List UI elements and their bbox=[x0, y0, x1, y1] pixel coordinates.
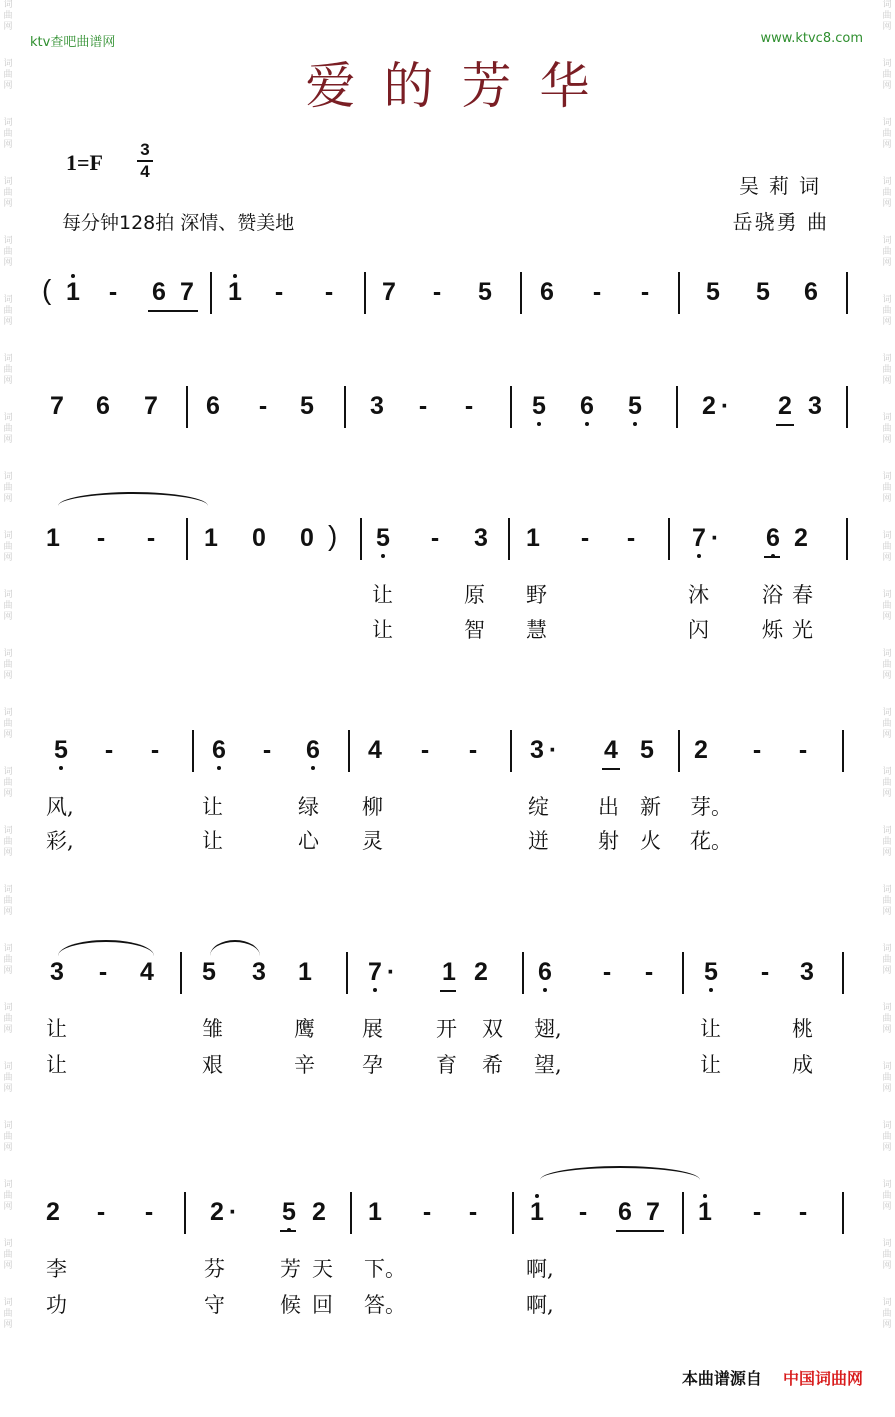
lyric: 让 bbox=[372, 583, 393, 607]
lyric: 迸 bbox=[528, 829, 549, 853]
watermark-glyph-group: 词 曲 网 bbox=[3, 413, 13, 445]
note: - bbox=[144, 1198, 154, 1226]
note: 3 bbox=[800, 958, 814, 986]
lyric: 让 bbox=[202, 829, 223, 853]
lyric: 烁 bbox=[762, 618, 783, 642]
note: - bbox=[798, 1198, 808, 1226]
note: 1 bbox=[204, 524, 218, 552]
note: - bbox=[580, 524, 590, 552]
lyric: 沐 bbox=[688, 583, 709, 607]
lyric: 慧 bbox=[526, 618, 547, 642]
lyric: 野 bbox=[526, 583, 547, 607]
watermark-glyph-group: 词 曲 网 bbox=[3, 295, 13, 327]
lyric: 功 bbox=[46, 1293, 67, 1317]
note: - bbox=[602, 958, 612, 986]
lyric: 希 bbox=[482, 1053, 503, 1077]
note: 5 bbox=[300, 392, 314, 420]
lyric: 芽。 bbox=[690, 795, 732, 819]
lyric: 火 bbox=[640, 829, 661, 853]
lyric: 风, bbox=[46, 795, 74, 819]
note: 6 bbox=[152, 278, 166, 306]
note: 7 bbox=[382, 278, 396, 306]
lyric: 光 bbox=[792, 618, 813, 642]
watermark-glyph-group: 词 曲 网 bbox=[882, 944, 892, 976]
lyric: 原 bbox=[464, 583, 485, 607]
note: 2 bbox=[474, 958, 488, 986]
note: 5 bbox=[640, 736, 654, 764]
note: - bbox=[258, 392, 268, 420]
lyric-row-3-verse-2 bbox=[42, 1052, 850, 1082]
note: - bbox=[98, 958, 108, 986]
lyric: 李 bbox=[46, 1257, 67, 1281]
lyric: 鹰 bbox=[294, 1017, 315, 1041]
note: - bbox=[432, 278, 442, 306]
watermark-glyph-group: 词 曲 网 bbox=[3, 1180, 13, 1212]
lyric: 辛 bbox=[294, 1053, 315, 1077]
note: - bbox=[430, 524, 440, 552]
watermark-glyph-group: 词 曲 网 bbox=[3, 118, 13, 150]
note: - bbox=[752, 736, 762, 764]
watermark-glyph-group: 词 曲 网 bbox=[882, 1180, 892, 1212]
lyric-row-3-verse-1 bbox=[42, 1016, 850, 1046]
watermark-glyph-group: 词 曲 网 bbox=[882, 1239, 892, 1271]
note: 5 bbox=[706, 278, 720, 306]
watermark-glyph-group: 词 曲 网 bbox=[3, 1121, 13, 1153]
watermark-glyph-group: 词 曲 网 bbox=[882, 1298, 892, 1330]
lyric: 翅, bbox=[534, 1017, 562, 1041]
note: - bbox=[108, 278, 118, 306]
note: 5 bbox=[478, 278, 492, 306]
lyric: 柳 bbox=[362, 795, 383, 819]
lyric: 候 bbox=[280, 1293, 301, 1317]
watermark-glyph-group: 词 曲 网 bbox=[882, 826, 892, 858]
note: 7 bbox=[144, 392, 158, 420]
watermark-glyph-group: 词 曲 网 bbox=[3, 885, 13, 917]
note: 2 bbox=[778, 392, 792, 420]
note: 6 bbox=[534, 957, 556, 987]
watermark-glyph-group: 词 曲 网 bbox=[882, 1062, 892, 1094]
note: 4 bbox=[604, 736, 618, 764]
watermark-glyph-group: 词 曲 网 bbox=[882, 767, 892, 799]
note: 7 bbox=[180, 278, 194, 306]
lyric: 回 bbox=[312, 1293, 333, 1317]
watermark-glyph-group: 词 曲 网 bbox=[882, 1121, 892, 1153]
watermark-glyph-group: 词 曲 网 bbox=[3, 59, 13, 91]
watermark-glyph-group: 词 曲 网 bbox=[882, 236, 892, 268]
note: 0 bbox=[252, 524, 266, 552]
lyric: 让 bbox=[202, 795, 223, 819]
note: - bbox=[146, 524, 156, 552]
staff-row-4 bbox=[42, 720, 850, 780]
lyric: 彩, bbox=[46, 829, 74, 853]
lyric: 灵 bbox=[362, 829, 383, 853]
watermark-glyph-group: 词 曲 网 bbox=[3, 826, 13, 858]
note: 3 bbox=[530, 736, 544, 764]
watermark-glyph-group: 词 曲 网 bbox=[3, 590, 13, 622]
note: 5 bbox=[624, 391, 646, 421]
tempo-marking: 每分钟128拍 深情、赞美地 bbox=[62, 212, 295, 234]
watermark-glyph-group: 词 曲 网 bbox=[882, 354, 892, 386]
watermark-glyph-group: 词 曲 网 bbox=[882, 177, 892, 209]
note: 5 bbox=[278, 1197, 300, 1227]
note: - bbox=[760, 958, 770, 986]
note: - bbox=[644, 958, 654, 986]
watermark-glyph-group: 词 曲 网 bbox=[882, 708, 892, 740]
lyric: 雏 bbox=[202, 1017, 223, 1041]
watermark-glyph-group: 词 曲 网 bbox=[3, 1003, 13, 1035]
watermark-glyph-group: 词 曲 网 bbox=[3, 708, 13, 740]
note: 1 bbox=[694, 1197, 716, 1227]
header-site-link-right[interactable]: www.ktvc8.com bbox=[760, 31, 863, 46]
lyric-row-2-verse-1 bbox=[42, 794, 850, 824]
lyric: 闪 bbox=[688, 618, 709, 642]
note: - bbox=[96, 1198, 106, 1226]
note: 2 bbox=[794, 524, 808, 552]
note: · bbox=[720, 392, 730, 420]
lyric: 花。 bbox=[690, 829, 732, 853]
key-signature: 1=F bbox=[66, 150, 103, 175]
note: 7 bbox=[364, 957, 386, 987]
note: - bbox=[422, 1198, 432, 1226]
watermark-glyph-group: 词 曲 网 bbox=[3, 354, 13, 386]
note: 7 bbox=[646, 1198, 660, 1226]
note: 3 bbox=[50, 958, 64, 986]
lyric: 让 bbox=[46, 1053, 67, 1077]
lyric: 智 bbox=[464, 618, 485, 642]
lyric: 展 bbox=[362, 1017, 383, 1041]
note: 5 bbox=[50, 735, 72, 765]
watermark-glyph-group: 词 曲 网 bbox=[882, 59, 892, 91]
lyric: 望, bbox=[534, 1053, 562, 1077]
staff-row-5 bbox=[42, 942, 850, 1002]
watermark-glyph-group: 词 曲 网 bbox=[3, 472, 13, 504]
lyric: 下。 bbox=[364, 1257, 406, 1281]
note: 3 bbox=[474, 524, 488, 552]
note: 6 bbox=[96, 392, 110, 420]
note: 0 bbox=[300, 524, 314, 552]
note: 1 bbox=[442, 958, 456, 986]
watermark-glyph-group: 词 曲 网 bbox=[882, 118, 892, 150]
lyric-row-4-verse-1 bbox=[42, 1256, 850, 1286]
note: - bbox=[464, 392, 474, 420]
note: 5 bbox=[202, 958, 216, 986]
header-site-link-left[interactable]: ktv查吧曲谱网 bbox=[30, 35, 116, 50]
note: 2 bbox=[694, 736, 708, 764]
note: - bbox=[626, 524, 636, 552]
note: 5 bbox=[700, 957, 722, 987]
watermark-glyph-group: 词 曲 网 bbox=[3, 944, 13, 976]
note: - bbox=[592, 278, 602, 306]
note: 6 bbox=[206, 392, 220, 420]
note: 6 bbox=[804, 278, 818, 306]
meter-bottom: 4 bbox=[140, 162, 150, 181]
lyric-row-2-verse-2 bbox=[42, 828, 850, 858]
note: 1 bbox=[298, 958, 312, 986]
lyric: 让 bbox=[700, 1017, 721, 1041]
lyric-row-1-verse-1 bbox=[42, 582, 850, 612]
watermark-glyph-group: 词 曲 网 bbox=[3, 177, 13, 209]
note: 6 bbox=[302, 735, 324, 765]
lyric: 答。 bbox=[364, 1293, 406, 1317]
watermark-glyph-group: 词 曲 网 bbox=[3, 1239, 13, 1271]
watermark-glyph-group: 词 曲 网 bbox=[882, 472, 892, 504]
note: - bbox=[262, 736, 272, 764]
lyric: 让 bbox=[700, 1053, 721, 1077]
note: · bbox=[386, 958, 396, 986]
lyric: 啊, bbox=[526, 1293, 554, 1317]
watermark-glyph-group: 词 曲 网 bbox=[882, 590, 892, 622]
time-signature bbox=[136, 140, 154, 182]
note: 5 bbox=[372, 523, 394, 553]
lyric: 出 bbox=[598, 795, 619, 819]
note: - bbox=[418, 392, 428, 420]
song-title: 爱的芳华 bbox=[305, 57, 618, 115]
lyric: 孕 bbox=[362, 1053, 383, 1077]
note: - bbox=[578, 1198, 588, 1226]
lyric: 开 bbox=[436, 1017, 457, 1041]
watermark-glyph-group: 词 曲 网 bbox=[882, 413, 892, 445]
note: 5 bbox=[528, 391, 550, 421]
footer-source-label: 本曲谱源自 bbox=[681, 1369, 762, 1388]
note: - bbox=[324, 278, 334, 306]
staff-row-2 bbox=[42, 376, 850, 436]
watermark-glyph-group: 词 曲 网 bbox=[3, 767, 13, 799]
note: 1 bbox=[46, 524, 60, 552]
note: - bbox=[468, 736, 478, 764]
lyric: 守 bbox=[204, 1293, 225, 1317]
watermark-glyph-group: 词 曲 网 bbox=[3, 1298, 13, 1330]
watermark-glyph-group: 词 曲 网 bbox=[882, 1003, 892, 1035]
lyricist-credit: 吴莉词 bbox=[739, 174, 829, 198]
note: 6 bbox=[208, 735, 230, 765]
lyric: 芬 bbox=[204, 1257, 225, 1281]
note: 2 bbox=[210, 1198, 224, 1226]
lyric: 春 bbox=[792, 583, 813, 607]
lyric: 绽 bbox=[528, 795, 549, 819]
lyric: 成 bbox=[792, 1053, 813, 1077]
note: 1 bbox=[368, 1198, 382, 1226]
watermark-glyph-group: 词 曲 网 bbox=[3, 0, 13, 32]
note: 6 bbox=[618, 1198, 632, 1226]
staff-row-1: ( 1 - 6 7 1 - - 7 - 5 6 - - 5 5 6 bbox=[42, 262, 850, 322]
staff-row-3: 1 - - 1 0 0 ) 5 - 3 1 - - 7 · 6 2 bbox=[42, 508, 850, 568]
note: - bbox=[640, 278, 650, 306]
note: - bbox=[468, 1198, 478, 1226]
lyric: 天 bbox=[312, 1257, 333, 1281]
watermark-glyph-group: 词 曲 网 bbox=[882, 885, 892, 917]
lyric: 射 bbox=[598, 829, 619, 853]
lyric: 芳 bbox=[280, 1257, 301, 1281]
note: 2 bbox=[702, 392, 716, 420]
lyric: 让 bbox=[372, 618, 393, 642]
note: 3 bbox=[370, 392, 384, 420]
lyric: 浴 bbox=[762, 583, 783, 607]
note: - bbox=[150, 736, 160, 764]
note: · bbox=[228, 1198, 238, 1226]
note: - bbox=[96, 524, 106, 552]
lyric: 育 bbox=[436, 1053, 457, 1077]
meter-top: 3 bbox=[140, 140, 150, 159]
watermark-glyph-group: 词 曲 网 bbox=[3, 531, 13, 563]
staff-row-6 bbox=[42, 1182, 850, 1242]
note: 1 bbox=[62, 277, 84, 307]
watermark-glyph-group: 词 曲 网 bbox=[882, 0, 892, 32]
lyric: 艰 bbox=[202, 1053, 223, 1077]
lyric: 啊, bbox=[526, 1257, 554, 1281]
watermark-right bbox=[879, 0, 895, 1417]
lyric-row-4-verse-2 bbox=[42, 1292, 850, 1322]
lyric: 绿 bbox=[298, 795, 319, 819]
footer-source bbox=[682, 1366, 863, 1389]
note: 3 bbox=[808, 392, 822, 420]
footer-site-link[interactable]: 中国词曲网 bbox=[782, 1369, 863, 1388]
lyric: 心 bbox=[298, 829, 319, 853]
watermark-glyph-group: 词 曲 网 bbox=[3, 236, 13, 268]
note: 3 bbox=[252, 958, 266, 986]
note: 2 bbox=[46, 1198, 60, 1226]
note: - bbox=[104, 736, 114, 764]
watermark-glyph-group: 词 曲 网 bbox=[882, 649, 892, 681]
note: - bbox=[798, 736, 808, 764]
note: · bbox=[710, 524, 720, 552]
note: - bbox=[274, 278, 284, 306]
lyric-row-1-verse-2 bbox=[42, 617, 850, 647]
note: 4 bbox=[140, 958, 154, 986]
lyric: 让 bbox=[46, 1017, 67, 1041]
note: 7 bbox=[50, 392, 64, 420]
note: 6 bbox=[576, 391, 598, 421]
note: 5 bbox=[756, 278, 770, 306]
note: - bbox=[420, 736, 430, 764]
lyric: 新 bbox=[640, 795, 661, 819]
watermark-glyph-group: 词 曲 网 bbox=[882, 531, 892, 563]
lyric: 桃 bbox=[792, 1017, 813, 1041]
note: · bbox=[548, 736, 558, 764]
note: 1 bbox=[224, 277, 246, 307]
watermark-left bbox=[0, 0, 16, 1417]
note: - bbox=[752, 1198, 762, 1226]
note: 4 bbox=[368, 736, 382, 764]
note: 7 bbox=[688, 523, 710, 553]
note: 2 bbox=[312, 1198, 326, 1226]
watermark-glyph-group: 词 曲 网 bbox=[3, 649, 13, 681]
watermark-glyph-group: 词 曲 网 bbox=[3, 1062, 13, 1094]
note: 1 bbox=[526, 524, 540, 552]
watermark-glyph-group: 词 曲 网 bbox=[882, 295, 892, 327]
note: 1 bbox=[526, 1197, 548, 1227]
note: 6 bbox=[762, 523, 784, 553]
composer-credit: 岳骁勇 曲 bbox=[732, 210, 829, 234]
note: 6 bbox=[540, 278, 554, 306]
lyric: 双 bbox=[482, 1017, 503, 1041]
